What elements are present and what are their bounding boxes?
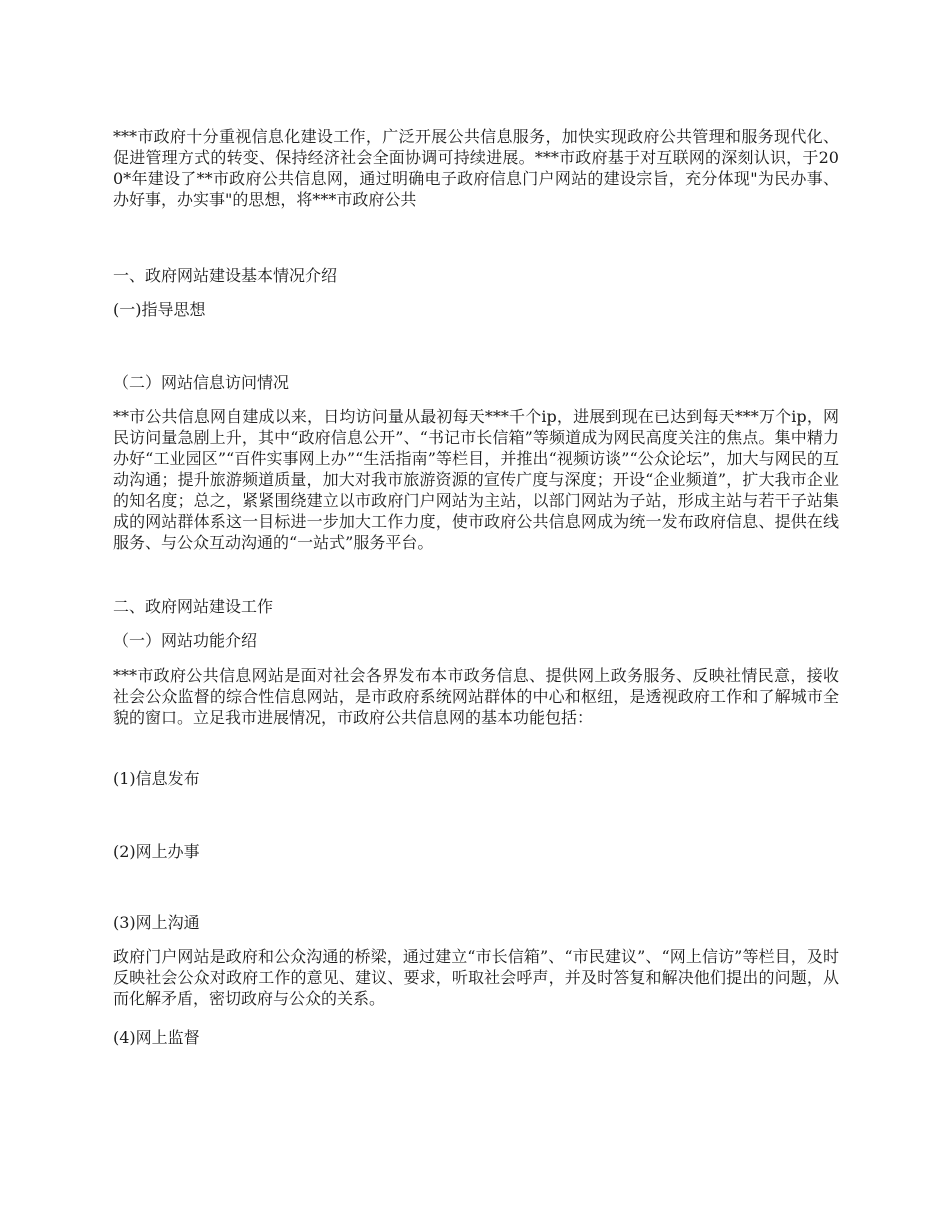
- intro-paragraph: ***市政府十分重视信息化建设工作，广泛开展公共信息服务，加快实现政府公共管理和服务现代化、促进管理方式的转变、保持经济社会全面协调可持续进展。***市政府基于对互联网的深刻认识，于200*年建设了**市政府公共信息网，通过明确电子政府信息门户网站的建设宗旨，充分体现"为民办事、办好事，办实事"的思想，将***市政府公共: [113, 127, 839, 209]
- list-item-online-supervision: (4)网上监督: [113, 1028, 200, 1047]
- section-heading-1: 一、政府网站建设基本情况介绍: [113, 266, 338, 285]
- list-item-online-communication: (3)网上沟通: [113, 913, 200, 932]
- list-item-online-services: (2)网上办事: [113, 842, 200, 861]
- visits-paragraph: **市公共信息网自建成以来，日均访问量从最初每天***千个ip，进展到现在已达到每天***万个ip，网民访问量急剧上升，其中“政府信息公开”、“书记市长信箱”等频道成为网民高度关注的焦点。集中精力办好“工业园区”“百件实事网上办”“生活指南”等栏目，并推出“视频访谈”“公众论坛”，加大与网民的互动沟通；提升旅游频道质量，加大对我市旅游资源的宣传广度与深度；开设“企业频道”，扩大我市企业的知名度；总之，紧紧围绕建立以市政府门户网站为主站，以部门网站为子站，形成主站与若干子站集成的网站群体系这一目标进一步加大工作力度，使市政府公共信息网成为统一发布政府信息、提供在线服务、与公众互动沟通的“一站式”服务平台。: [113, 407, 839, 552]
- functions-paragraph: ***市政府公共信息网站是面对社会各界发布本市政务信息、提供网上政务服务、反映社情民意，接收社会公众监督的综合性信息网站，是市政府系统网站群体的中心和枢纽，是透视政府工作和了解城市全貌的窗口。立足我市进展情况，市政府公共信息网的基本功能包括：: [113, 666, 839, 727]
- subheading-site-functions: （一）网站功能介绍: [113, 631, 258, 650]
- subheading-guiding-ideology: (一)指导思想: [113, 300, 206, 319]
- communication-paragraph: 政府门户网站是政府和公众沟通的桥梁，通过建立“市长信箱”、“市民建议”、“网上信访”等栏目，及时反映社会公众对政府工作的意见、建议、要求，听取社会呼声，并及时答复和解决他们提出的问题，从而化解矛盾，密切政府与公众的关系。: [113, 947, 839, 1008]
- subheading-visit-status: （二）网站信息访问情况: [113, 373, 290, 392]
- section-heading-2: 二、政府网站建设工作: [113, 597, 274, 616]
- list-item-info-release: (1)信息发布: [113, 769, 200, 788]
